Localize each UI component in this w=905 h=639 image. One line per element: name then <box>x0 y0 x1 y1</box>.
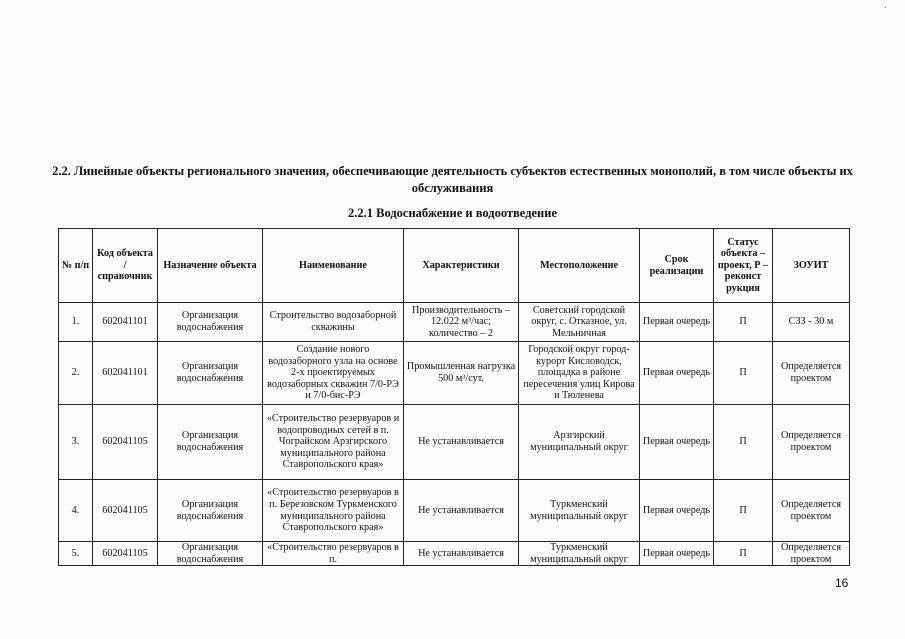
cell-num: 4. <box>59 480 93 542</box>
cell-code: 602041101 <box>93 303 158 342</box>
header-num: № п/п <box>59 229 93 303</box>
cell-specs: Не устанавливается <box>404 405 519 480</box>
header-zone: ЗОУИТ <box>773 229 850 303</box>
cell-num: 2. <box>59 342 93 405</box>
objects-table <box>58 228 850 566</box>
cell-status: П <box>714 542 773 566</box>
header-specs: Характеристики <box>404 229 519 303</box>
cell-term: Первая очередь <box>640 542 714 566</box>
scan-corner-mark: · <box>884 2 887 12</box>
cell-status: П <box>714 342 773 405</box>
cell-location: Арзгирский муниципальный округ <box>519 405 640 480</box>
page-number: 16 <box>835 576 849 590</box>
cell-name: «Строительство резервуаров и водопроводных сетей в п. Чограйском Арзгирского муниципального района Ставропольского края» <box>263 405 404 480</box>
cell-num: 3. <box>59 405 93 480</box>
cell-term: Первая очередь <box>640 480 714 542</box>
cell-code: 602041101 <box>93 342 158 405</box>
cell-code: 602041105 <box>93 480 158 542</box>
cell-purpose: Организация водоснабжения <box>158 342 263 405</box>
cell-purpose: Организация водоснабжения <box>158 542 263 566</box>
cell-zone: Определяется проектом <box>773 480 850 542</box>
section-heading: 2.2. Линейные объекты регионального значения, обеспечивающие деятельность субъектов естественных монополий, в том числе объекты их обслуживания <box>52 164 853 195</box>
header-term: Срок реализации <box>640 229 714 303</box>
cell-zone: Определяется проектом <box>773 405 850 480</box>
table-row <box>59 542 850 566</box>
header-code: Код объекта / справочник <box>93 229 158 303</box>
cell-code: 602041105 <box>93 542 158 566</box>
header-location: Местоположение <box>519 229 640 303</box>
cell-specs: Промышленная нагрузка 500 м³/сут. <box>404 342 519 405</box>
cell-name: Создание нового водозаборного узла на основе 2-х проектируемых водозаборных скважин 7/0-РЭ и 7/0-бис-РЭ <box>263 342 404 405</box>
cell-num: 5. <box>59 542 93 566</box>
cell-status: П <box>714 405 773 480</box>
cell-location: Туркменский муниципальный округ <box>519 480 640 542</box>
cell-location: Городской округ город-курорт Кисловодск, площадка в районе пересечения улиц Кирова и Тюленева <box>519 342 640 405</box>
cell-code: 602041105 <box>93 405 158 480</box>
cell-specs: Производительность – 12.022 м³/час; количество – 2 <box>404 303 519 342</box>
header-status: Статус объекта – проект, Р – реконст рукция <box>714 229 773 303</box>
table-header-row <box>59 229 850 303</box>
cell-status: П <box>714 480 773 542</box>
cell-zone: Определяется проектом <box>773 542 850 566</box>
cell-location: Туркменский муниципальный округ <box>519 542 640 566</box>
cell-zone: СЗЗ - 30 м <box>773 303 850 342</box>
cell-specs: Не устанавливается <box>404 542 519 566</box>
table-row <box>59 342 850 405</box>
table-row <box>59 480 850 542</box>
table-row <box>59 303 850 342</box>
cell-status: П <box>714 303 773 342</box>
table-row <box>59 405 850 480</box>
header-name: Наименование <box>263 229 404 303</box>
cell-specs: Не устанавливается <box>404 480 519 542</box>
subsection-heading: 2.2.1 Водоснабжение и водоотведение <box>347 206 558 220</box>
cell-zone: Определяется проектом <box>773 342 850 405</box>
cell-num: 1. <box>59 303 93 342</box>
cell-term: Первая очередь <box>640 303 714 342</box>
cell-purpose: Организация водоснабжения <box>158 405 263 480</box>
cell-location: Советский городской округ, с. Отказное, ул. Мельничная <box>519 303 640 342</box>
cell-term: Первая очередь <box>640 405 714 480</box>
cell-term: Первая очередь <box>640 342 714 405</box>
header-purpose: Назначение объекта <box>158 229 263 303</box>
cell-purpose: Организация водоснабжения <box>158 480 263 542</box>
cell-name: «Строительство резервуаров в п. <box>263 542 404 566</box>
cell-name: Строительство водозаборной скважины <box>263 303 404 342</box>
cell-purpose: Организация водоснабжения <box>158 303 263 342</box>
cell-name: «Строительство резервуаров в п. Березовском Туркменского муниципального района Ставропольского края» <box>263 480 404 542</box>
